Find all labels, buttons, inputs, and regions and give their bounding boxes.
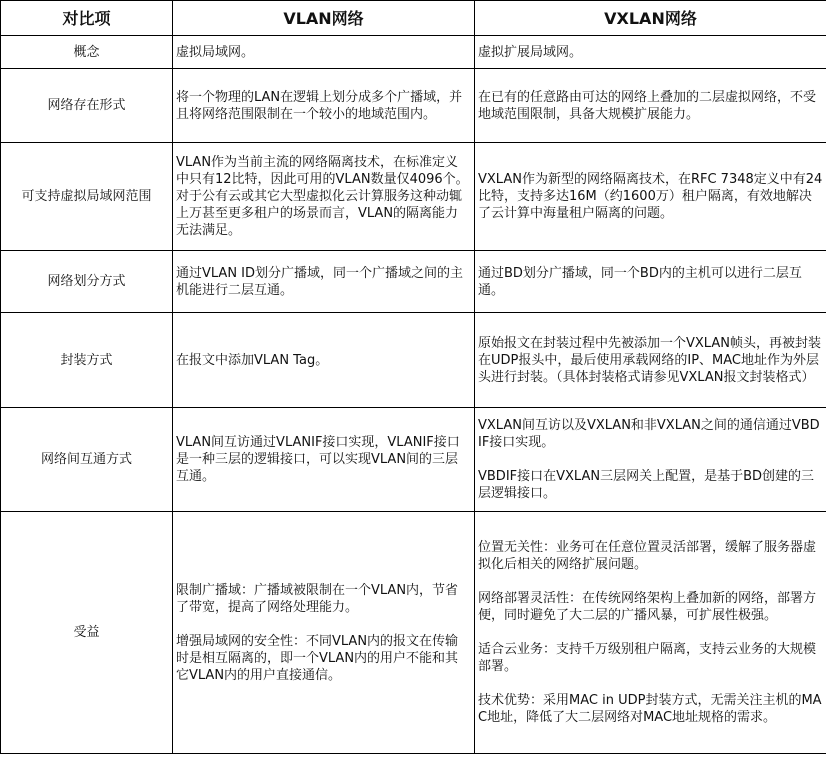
vxlan-paragraph: 在已有的任意路由可达的网络上叠加的二层虚拟网络，不受地域范围限制，具备大规模扩展能力。 bbox=[478, 89, 817, 122]
header-item: 对比项 bbox=[1, 1, 173, 36]
vxlan-paragraph: 技术优势：采用MAC in UDP封装方式，无需关注主机的MAC地址，降低了大二层网络对MAC地址规格的需求。 bbox=[478, 693, 822, 725]
vxlan-cell bbox=[475, 408, 826, 512]
vxlan-paragraph: 虚拟扩展局域网。 bbox=[478, 44, 583, 60]
vlan-paragraph: 增强局域网的安全性：不同VLAN内的报文在传输时是相互隔离的，即一个VLAN内的用户不能和其它VLAN内的用户直接通信。 bbox=[176, 633, 459, 683]
row-label: 封装方式 bbox=[1, 313, 173, 408]
table-row bbox=[1, 69, 826, 143]
vxlan-paragraph: 网络部署灵活性：在传统网络架构上叠加新的网络，部署方便，同时避免了大二层的广播风暴，可扩展性极强。 bbox=[478, 591, 817, 623]
vlan-paragraph: 虚拟局域网。 bbox=[176, 44, 255, 60]
vxlan-cell bbox=[475, 313, 826, 408]
header-row bbox=[1, 1, 826, 36]
vlan-cell bbox=[173, 251, 475, 313]
vxlan-paragraph: 原始报文在封装过程中先被添加一个VXLAN帧头，再被封装在UDP报头中，最后使用承载网络的IP、MAC地址作为外层头进行封装。（具体封装格式请参见VXLAN报文封装格式） bbox=[478, 335, 821, 385]
vlan-paragraph: 通过VLAN ID划分广播域，同一个广播域之间的主机能进行二层互通。 bbox=[176, 265, 464, 298]
row-label: 网络间互通方式 bbox=[1, 408, 173, 512]
vlan-paragraph: VLAN间互访通过VLANIF接口实现，VLANIF接口是一种三层的逻辑接口，可以实现VLAN间的三层互通。 bbox=[176, 435, 460, 484]
vlan-cell bbox=[173, 36, 475, 69]
table-row bbox=[1, 408, 826, 512]
vxlan-paragraph: VXLAN间互访以及VXLAN和非VXLAN之间的通信通过VBDIF接口实现。 bbox=[478, 418, 820, 450]
vxlan-cell bbox=[475, 69, 826, 143]
table-row bbox=[1, 251, 826, 313]
vxlan-cell bbox=[475, 251, 826, 313]
table-row bbox=[1, 143, 826, 251]
row-label: 概念 bbox=[1, 36, 173, 69]
vxlan-paragraph: 通过BD划分广播域，同一个BD内的主机可以进行二层互通。 bbox=[478, 265, 802, 298]
vlan-cell bbox=[173, 313, 475, 408]
vlan-cell bbox=[173, 408, 475, 512]
vlan-paragraph: 在报文中添加VLAN Tag。 bbox=[176, 352, 329, 368]
table-row bbox=[1, 313, 826, 408]
vlan-cell bbox=[173, 143, 475, 251]
table-row bbox=[1, 36, 826, 69]
header-vxlan: VXLAN网络 bbox=[475, 1, 826, 36]
vxlan-paragraph: 位置无关性：业务可在任意位置灵活部署，缓解了服务器虚拟化后相关的网络扩展问题。 bbox=[478, 540, 817, 572]
vlan-paragraph: 将一个物理的LAN在逻辑上划分成多个广播域，并且将网络范围限制在一个较小的地域范围内。 bbox=[176, 89, 463, 122]
vxlan-paragraph: VBDIF接口在VXLAN三层网关上配置，是基于BD创建的三层逻辑接口。 bbox=[478, 469, 815, 501]
row-label: 网络存在形式 bbox=[1, 69, 173, 143]
vlan-cell bbox=[173, 69, 475, 143]
vxlan-paragraph: VXLAN作为新型的网络隔离技术，在RFC 7348定义中有24比特，支持多达16M（约1600万）租户隔离，有效地解决了云计算中海量租户隔离的问题。 bbox=[478, 172, 823, 221]
row-label: 网络划分方式 bbox=[1, 251, 173, 313]
table-row bbox=[1, 512, 826, 754]
row-label: 可支持虚拟局域网范围 bbox=[1, 143, 173, 251]
vlan-paragraph: 限制广播域：广播域被限制在一个VLAN内，节省了带宽，提高了网络处理能力。 bbox=[176, 582, 459, 615]
vxlan-cell bbox=[475, 143, 826, 251]
vxlan-paragraph: 适合云业务：支持千万级别租户隔离，支持云业务的大规模部署。 bbox=[478, 642, 817, 674]
vxlan-cell bbox=[475, 512, 826, 754]
vlan-paragraph: VLAN作为当前主流的网络隔离技术，在标准定义中只有12比特，因此可用的VLAN数量仅4096个。对于公有云或其它大型虚拟化云计算服务这种动辄上万甚至更多租户的场景而言，VLAN的隔离能力无法满足。 bbox=[176, 155, 469, 238]
header-vlan: VLAN网络 bbox=[173, 1, 475, 36]
vxlan-cell bbox=[475, 36, 826, 69]
vlan-cell bbox=[173, 512, 475, 754]
row-label: 受益 bbox=[1, 512, 173, 754]
